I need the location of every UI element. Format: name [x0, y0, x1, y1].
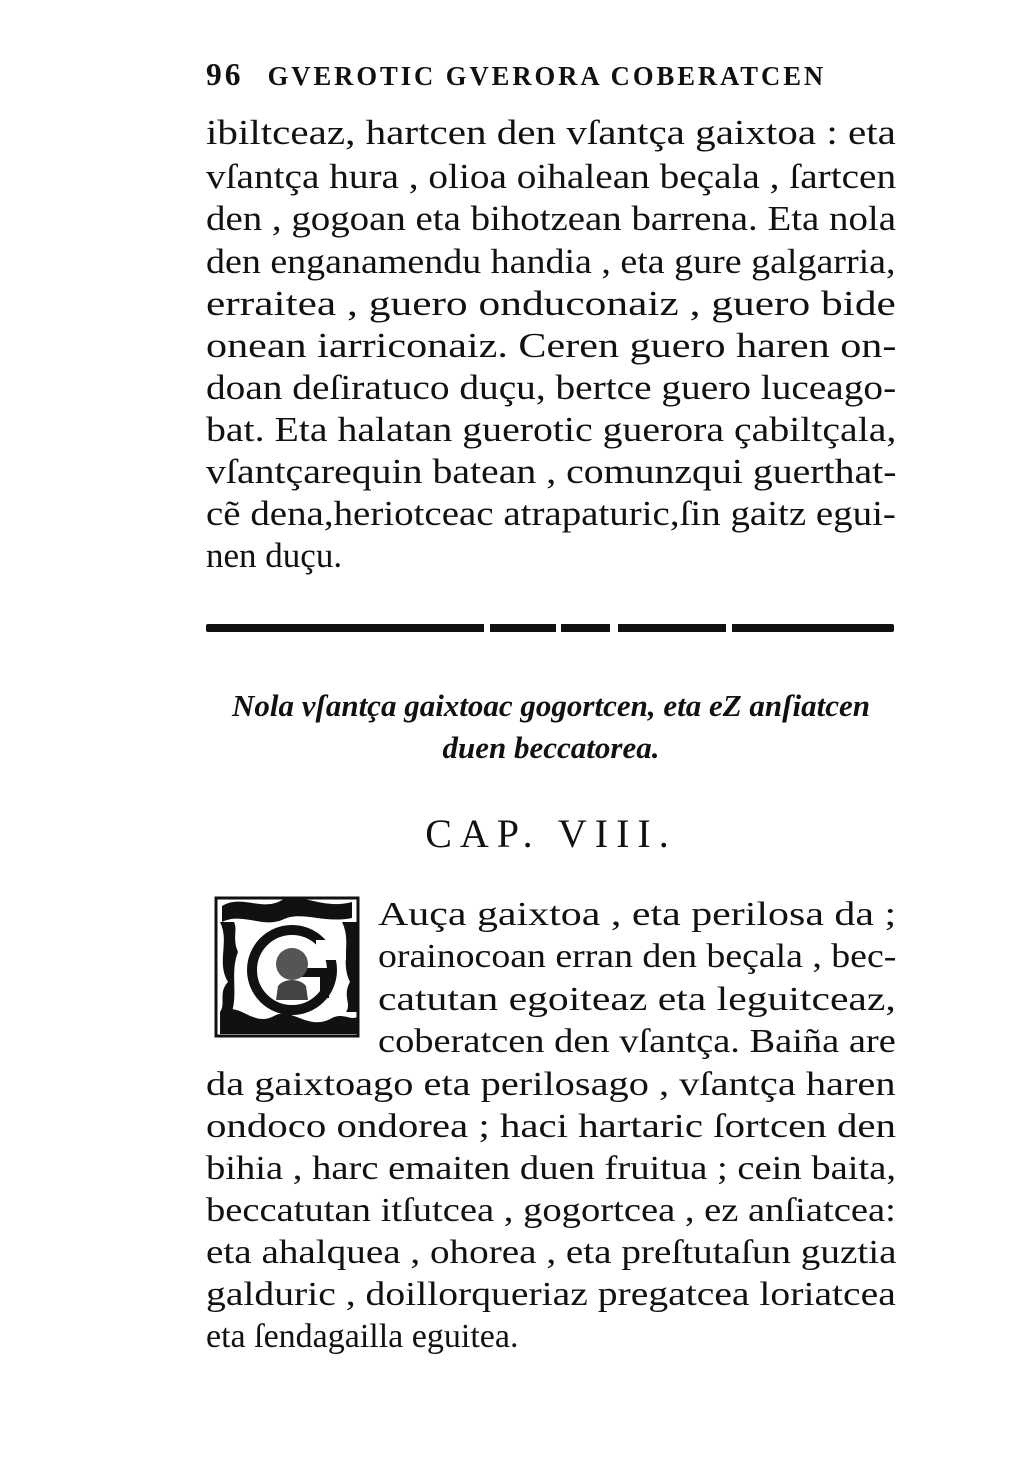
text-line: da gaixtoago eta perilosago , vſantça haren: [206, 1066, 896, 1103]
running-title: GVEROTIC GVERORA COBERATCEN: [267, 61, 827, 91]
text-line: coberatcen den vſantça. Baiña are: [378, 1023, 896, 1060]
text-line: onean iarriconaiz. Ceren guero haren on-: [206, 326, 897, 365]
chapter-title-line-2: duen beccatorea.: [442, 730, 660, 765]
chapter-title-line-1: Nola vſantça gaixtoac gogortcen, eta eZ anſiatcen: [232, 688, 870, 723]
text-line: eta ahalquea , ohorea , eta preſtutaſun guztia: [206, 1234, 897, 1271]
text-line: doan deſiratuco duçu, bertce guero luceago-: [206, 368, 897, 407]
text-line: bihia , harc emaiten duen fruitua ; cein baita,: [206, 1150, 896, 1187]
text-line: catutan egoiteaz eta leguitceaz,: [378, 981, 896, 1018]
text-line: nen duçu.: [206, 536, 343, 575]
text-line: galduric , doillorqueriaz pregatcea loriatcea: [206, 1276, 896, 1313]
section-divider: [206, 624, 894, 632]
text-line: vſantçarequin batean , comunzqui guerthat-: [206, 452, 897, 491]
text-line: eta ſendagailla eguitea.: [206, 1318, 519, 1355]
text-line: ondoco ondorea ; haci hartaric ſortcen den: [206, 1108, 896, 1145]
text-line: den , gogoan eta bihotzean barrena. Eta nola: [206, 199, 896, 238]
text-line: orainocoan erran den beçala , bec-: [378, 938, 897, 975]
text-line: vſantça hura , olioa oihalean beçala , ſartcen: [206, 157, 897, 196]
text-line: cẽ dena,heriotceac atrapaturic,ſin gaitz egui-: [206, 494, 896, 533]
text-line: ibiltceaz, hartcen den vſantça gaixtoa : eta: [206, 113, 896, 152]
text-line: beccatutan itſutcea , gogortcea , ez anſiatcea:: [206, 1192, 896, 1229]
text-line: bat. Eta halatan guerotic guerora çabiltçala,: [206, 410, 897, 449]
page-number: 96: [206, 56, 244, 92]
decorated-initial-g-icon: [212, 892, 364, 1042]
text-line: Auça gaixtoa , eta perilosa da ;: [378, 896, 897, 933]
text-line: erraitea , guero onduconaiz , guero bide: [206, 284, 896, 323]
chapter-number: CAP. VIII.: [425, 811, 677, 856]
text-line: den enganamendu handia , eta gure galgarria,: [206, 242, 896, 281]
running-header: [206, 56, 896, 106]
